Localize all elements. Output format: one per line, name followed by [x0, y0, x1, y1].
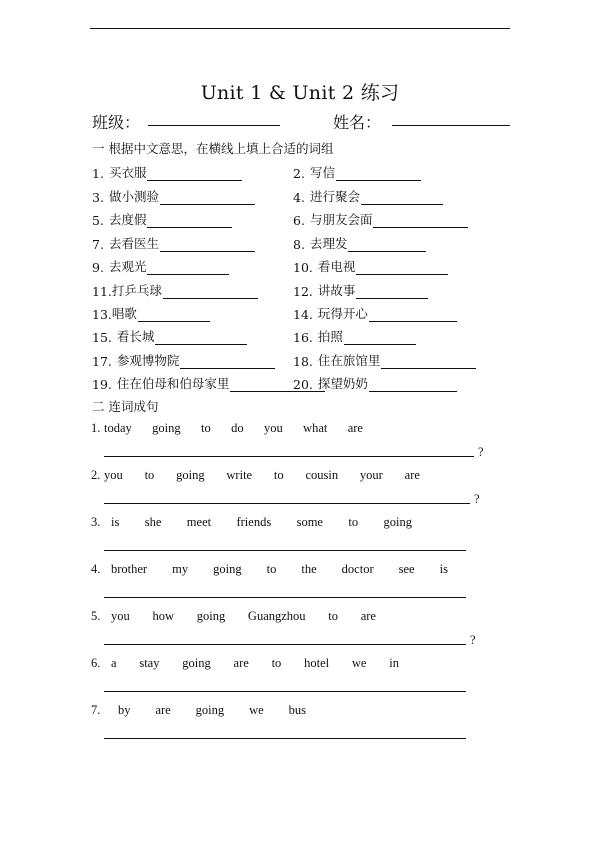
word: what	[303, 421, 328, 435]
word: going	[195, 703, 225, 717]
word: is	[439, 562, 448, 576]
word: to	[348, 515, 359, 529]
vocab-text: 看长城	[116, 329, 155, 344]
word: Guangzhou	[247, 609, 306, 623]
vocab-answer-blank[interactable]	[356, 260, 448, 275]
vocab-number: 18.	[293, 354, 313, 369]
vocab-text: 进行聚会	[309, 189, 360, 204]
scrambled-words	[104, 468, 420, 483]
word: going	[182, 656, 211, 670]
word: how	[152, 609, 174, 623]
word: is	[111, 515, 120, 529]
word: cousin	[305, 468, 339, 482]
vocab-item	[92, 281, 258, 299]
vocab-text: 写信	[309, 165, 335, 180]
vocab-text: 探望奶奶	[317, 376, 368, 391]
sentence-answer-line[interactable]	[104, 644, 466, 645]
sentence-answer-line[interactable]	[104, 738, 466, 739]
vocab-text: 去看医生	[108, 236, 159, 251]
vocab-answer-blank[interactable]	[369, 307, 457, 322]
vocab-text: 与朋友会面	[309, 212, 373, 227]
sentence-answer-line[interactable]	[104, 597, 466, 598]
word: are	[233, 656, 249, 670]
word: friends	[236, 515, 272, 529]
vocab-answer-blank[interactable]	[369, 377, 457, 392]
vocab-item	[293, 327, 416, 345]
word: by	[118, 703, 131, 717]
vocab-item	[92, 351, 275, 369]
sentence-answer-line[interactable]	[104, 456, 474, 457]
vocab-answer-blank[interactable]	[344, 330, 416, 345]
section1-heading: 一 根据中文意思，在横线上填上合适的词组	[92, 141, 334, 156]
word: are	[360, 609, 376, 623]
vocab-item	[293, 351, 476, 369]
vocab-number: 16.	[293, 330, 313, 345]
vocab-item	[293, 234, 426, 252]
vocab-text: 去理发	[309, 236, 348, 251]
vocab-answer-blank[interactable]	[155, 330, 247, 345]
vocab-item	[293, 257, 448, 275]
word: going	[196, 609, 226, 623]
vocab-item	[92, 234, 255, 252]
vocab-answer-blank[interactable]	[336, 166, 421, 181]
question-mark: ?	[474, 492, 480, 506]
name-label: 姓名：	[333, 113, 382, 132]
sentence-number: 2.	[91, 468, 101, 482]
sentence-number: 7.	[91, 703, 101, 717]
vocab-answer-blank[interactable]	[147, 166, 242, 181]
vocab-text: 讲故事	[317, 283, 356, 298]
word: bus	[288, 703, 306, 717]
vocab-number: 4.	[293, 190, 305, 205]
word: to	[273, 468, 284, 482]
word: to	[328, 609, 338, 623]
word: to	[144, 468, 155, 482]
scrambled-words	[111, 515, 412, 530]
vocab-text: 住在伯母和伯母家里	[116, 376, 230, 391]
word: brother	[111, 562, 148, 576]
word: to	[271, 656, 282, 670]
vocab-number: 14.	[293, 307, 313, 322]
vocab-text: 看电视	[317, 259, 356, 274]
vocab-item	[92, 327, 247, 345]
vocab-number: 9.	[92, 260, 104, 275]
section2-heading: 二 连词成句	[92, 399, 159, 414]
word: today	[104, 421, 132, 435]
word: a	[111, 656, 117, 670]
word: meet	[186, 515, 212, 529]
sentence-answer-line[interactable]	[104, 691, 466, 692]
vocab-text: 参观博物院	[116, 353, 180, 368]
word: going	[176, 468, 205, 482]
word: do	[231, 421, 244, 435]
vocab-text: 玩得开心	[317, 306, 368, 321]
vocab-number: 8.	[293, 237, 305, 252]
vocab-number: 2.	[293, 166, 305, 181]
vocab-text: 去观光	[108, 259, 147, 274]
word: we	[351, 656, 367, 670]
vocab-item	[92, 210, 232, 228]
word: we	[249, 703, 264, 717]
word: my	[172, 562, 189, 576]
word: some	[296, 515, 323, 529]
word: see	[398, 562, 415, 576]
vocab-number: 19.	[92, 377, 112, 392]
word: in	[389, 656, 399, 670]
word: are	[155, 703, 171, 717]
vocab-answer-blank[interactable]	[180, 354, 275, 369]
vocab-answer-blank[interactable]	[348, 237, 426, 252]
vocab-text: 去度假	[108, 212, 147, 227]
vocab-answer-blank[interactable]	[160, 190, 255, 205]
word: stay	[139, 656, 160, 670]
vocab-number: 7.	[92, 237, 104, 252]
word: you	[263, 421, 283, 435]
sentence-number: 3.	[91, 515, 101, 529]
word: write	[226, 468, 253, 482]
word: your	[359, 468, 383, 482]
vocab-answer-blank[interactable]	[373, 213, 468, 228]
class-label: 班级：	[92, 113, 141, 132]
scrambled-words	[104, 421, 363, 436]
class-blank[interactable]	[148, 125, 280, 126]
vocab-number: 10.	[293, 260, 313, 275]
word: she	[144, 515, 162, 529]
vocab-number: 13.	[92, 307, 112, 322]
vocab-number: 12.	[293, 284, 313, 299]
question-mark: ?	[478, 445, 484, 459]
vocab-text: 买衣服	[108, 165, 147, 180]
word: to	[266, 562, 277, 576]
question-mark: ?	[470, 633, 476, 647]
word: the	[301, 562, 317, 576]
sentence-number: 5.	[91, 609, 101, 623]
vocab-answer-blank[interactable]	[361, 190, 443, 205]
vocab-answer-blank[interactable]	[356, 284, 428, 299]
vocab-item	[92, 304, 210, 322]
page-title: Unit 1 & Unit 2 练习	[200, 82, 400, 104]
vocab-text: 住在旅馆里	[317, 353, 381, 368]
word: are	[347, 421, 363, 435]
scrambled-words	[118, 703, 306, 718]
vocab-item	[293, 304, 457, 322]
vocab-item	[92, 163, 242, 181]
word: doctor	[341, 562, 374, 576]
word: you	[111, 609, 130, 623]
scrambled-words	[111, 562, 448, 577]
vocab-number: 6.	[293, 213, 305, 228]
word: going	[383, 515, 412, 529]
vocab-number: 1.	[92, 166, 104, 181]
vocab-text: 拍照	[317, 329, 343, 344]
word: going	[152, 421, 181, 435]
vocab-number: 5.	[92, 213, 104, 228]
vocab-item	[293, 281, 428, 299]
vocab-number: 11.	[92, 284, 112, 299]
vocab-item	[293, 187, 443, 205]
sentence-number: 1.	[91, 421, 101, 435]
sentence-number: 4.	[91, 562, 101, 576]
vocab-item	[293, 163, 421, 181]
vocab-item	[92, 257, 229, 275]
sentence-number: 6.	[91, 656, 101, 670]
name-blank[interactable]	[392, 125, 510, 126]
vocab-text: 打乒乓球	[111, 283, 162, 298]
vocab-answer-blank[interactable]	[160, 237, 255, 252]
vocab-item	[293, 210, 468, 228]
vocab-answer-blank[interactable]	[163, 284, 258, 299]
vocab-number: 15.	[92, 330, 112, 345]
word: going	[213, 562, 242, 576]
word: are	[404, 468, 420, 482]
header-rule	[90, 28, 510, 29]
vocab-text: 做小测验	[108, 189, 159, 204]
word: you	[104, 468, 123, 482]
scrambled-words	[111, 656, 399, 671]
scrambled-words	[111, 609, 376, 624]
vocab-answer-blank[interactable]	[138, 307, 210, 322]
vocab-number: 17.	[92, 354, 112, 369]
vocab-answer-blank[interactable]	[147, 260, 229, 275]
vocab-item	[92, 374, 325, 392]
vocab-number: 20.	[293, 377, 313, 392]
vocab-text: 唱歌	[111, 306, 137, 321]
word: to	[200, 421, 211, 435]
vocab-answer-blank[interactable]	[381, 354, 476, 369]
vocab-number: 3.	[92, 190, 104, 205]
word: hotel	[304, 656, 330, 670]
vocab-item	[92, 187, 255, 205]
sentence-answer-line[interactable]	[104, 550, 466, 551]
sentence-answer-line[interactable]	[104, 503, 470, 504]
vocab-item	[293, 374, 457, 392]
vocab-answer-blank[interactable]	[147, 213, 232, 228]
